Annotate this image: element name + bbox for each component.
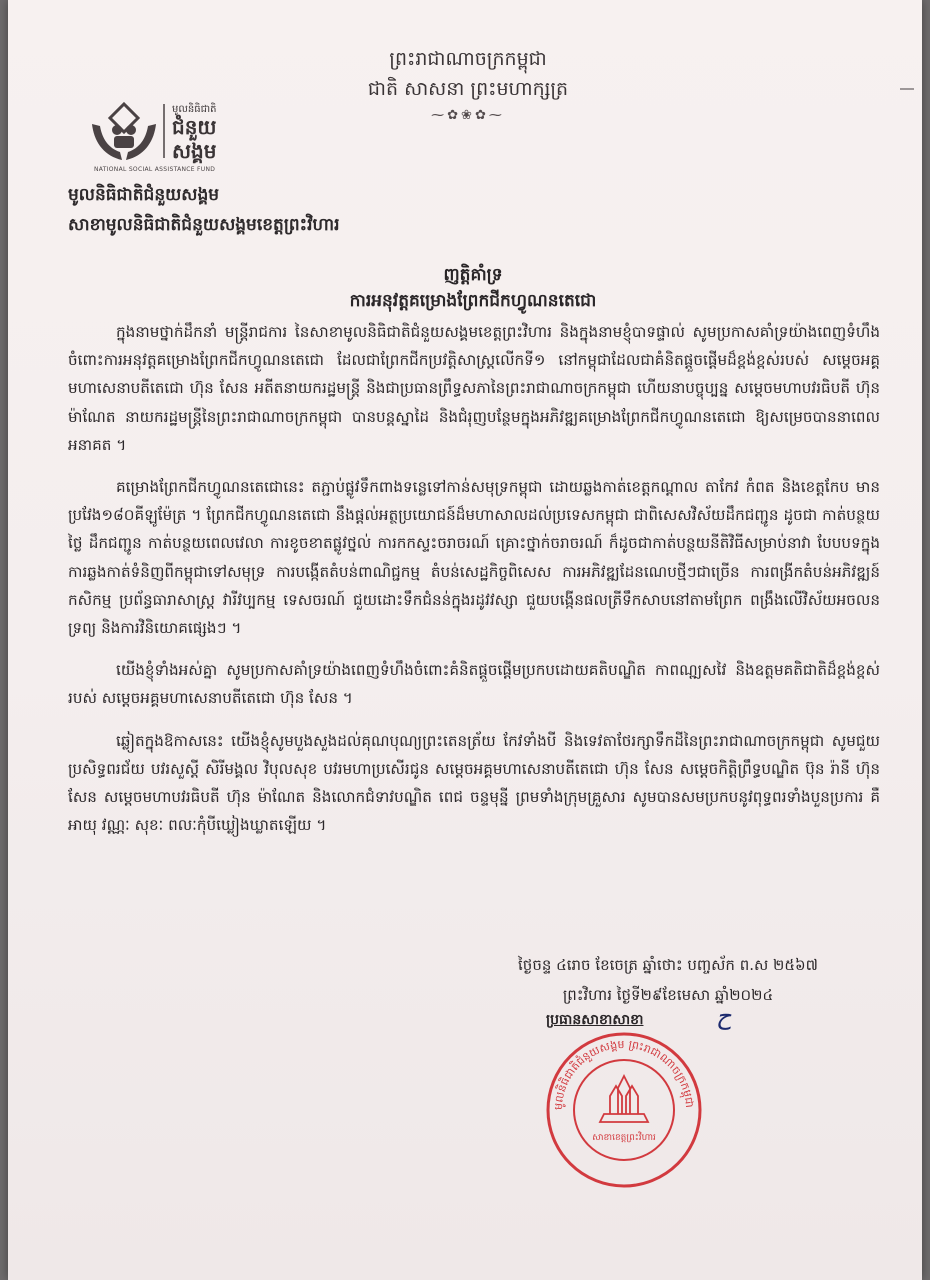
paragraph-4: ឆ្លៀតក្នុងឱកាសនេះ យើងខ្ញុំសូមបួងសួងដល់គុណបុណ្យព្រះតេនត្រ័យ កែវទាំងបី និងទេវតាថែរក្សាទឹកដីនៃព្រះរាជាណាចក្រកម្ពុជា សូមជួយប្រសិទ្ធពរជ័យ បវរសួស្តី សិរីមង្គល វិបុលសុខ បវរមហាប្រសើរជូន សម្តេចអគ្គមហាសេនាបតីតេជោ ហ៊ុន សែន សម្តេចកិត្តិព្រឹទ្ធបណ្ឌិត ប៊ុន រ៉ានី ហ៊ុន សែន សម្តេចមហាបវរធិបតី ហ៊ុន ម៉ាណែត និងលោកជំទាវបណ្ឌិត ពេជ ចន្ទមុន្នី ព្រមទាំងក្រុមគ្រួសារ សូមបានសមប្រកបនូវពុទ្ធពរទាំងបួនប្រការ គឺអាយុ វណ្ណៈ សុខៈ ពលៈកុំបីឃ្លៀងឃ្លាតឡើយ ។ bbox=[68, 731, 880, 835]
document-page bbox=[8, 0, 922, 1280]
logo-kh-line1: មូលនិធិជាតិ bbox=[172, 104, 217, 115]
ornament-divider: ⁓✿❀✿⁓ bbox=[431, 108, 505, 123]
edge-mark bbox=[900, 88, 914, 90]
logo-english-name: NATIONAL SOCIAL ASSISTANCE FUND bbox=[94, 166, 216, 173]
title-line-1: ញត្តិគាំទ្រ bbox=[443, 265, 503, 285]
organization-block bbox=[68, 180, 568, 240]
royal-header bbox=[308, 44, 628, 126]
temple-icon bbox=[600, 1076, 648, 1122]
seal-ring-text: មូលនិធិជាតិជំនួយសង្គម ព្រះរាជាណាចក្រកម្ពុជា bbox=[551, 1037, 697, 1111]
paragraph-3: យើងខ្ញុំទាំងអស់គ្នា សូមប្រកាសគាំទ្រយ៉ាងពេញទំហឹងចំពោះគំនិតផ្តួចផ្តើមប្រកបដោយគតិបណ្ឌិត កាពណ្ឍសវៃ និងឧត្តមគតិជាតិដ៏ខ្ពង់ខ្ពស់របស់ សម្តេចអគ្គមហាសេនាបតីតេជោ ហ៊ុន សែន ។ bbox=[68, 661, 880, 708]
org-branch: សាខាមូលនិធិជាតិជំនួយសង្គមខេត្តព្រះវិហារ bbox=[68, 215, 340, 235]
logo-kh-line3: សង្គម bbox=[172, 139, 217, 163]
seal-inner-text: សាខាខេត្តព្រះវិហារ bbox=[592, 1133, 656, 1143]
signer-title: ប្រធានសាខាសាខា bbox=[546, 1012, 644, 1028]
org-name: មូលនិធិជាតិជំនួយសង្គម bbox=[68, 185, 220, 205]
lunar-date: ថ្ងៃចន្ទ ៤រោច ខែចេត្រ ឆ្នាំថោះ បញ្ចស័ក ព.ស ២៥៦៧ bbox=[518, 956, 818, 974]
logo-kh-line2: ជំនួយ bbox=[172, 115, 217, 139]
paragraph-1: ក្នុងនាមថ្នាក់ដឹកនាំ មន្ត្រីរាជការ នៃសាខាមូលនិធិជាតិជំនួយសង្គមខេត្តព្រះវិហារ និងក្នុងនាមខ្ញុំបាទផ្ទាល់ សូមប្រកាសគាំទ្រយ៉ាងពេញទំហឹង ចំពោះការអនុវត្តគម្រោងព្រែកជីកហ្វូណនតេជោ ដែលជាព្រែកជីកប្រវត្តិសាស្ត្រលើកទី១ នៅកម្ពុជាដែលជាគំនិតផ្តួចផ្តើមដ៏ខ្ពង់ខ្ពស់របស់ សម្តេចអគ្គមហាសេនាបតីតេជោ ហ៊ុន សែន អតីតនាយករដ្ឋមន្ត្រី និងជាប្រធានព្រឹទ្ធសភានៃព្រះរាជាណាចក្រកម្ពុជា ហើយនាបច្ចុប្បន្ន សម្តេចមហាបវរធិបតី ហ៊ុន ម៉ាណែត នាយករដ្ឋមន្ត្រីនៃព្រះរាជាណាចក្រកម្ពុជា បានបន្តស្នាដៃ និងជំរុញបន្ថែមក្នុងអភិវឌ្ឍគម្រោងព្រែកជីកហ្វូណនតេជោ ឱ្យសម្រេចបាននាពេលអនាគត ។ bbox=[68, 323, 880, 454]
nsaf-logo bbox=[86, 96, 256, 166]
document-title bbox=[68, 262, 878, 314]
solar-date: ព្រះវិហារ ថ្ងៃទី២៩ខែមេសា ឆ្នាំ២០២៤ bbox=[562, 986, 774, 1004]
document-body bbox=[68, 318, 880, 853]
signature-mark: ح bbox=[716, 1002, 732, 1030]
official-seal bbox=[544, 1030, 704, 1190]
paragraph-2: គម្រោងព្រែកជីកហ្វូណនតេជោនេះ តភ្ជាប់ផ្លូវទឹកពាងទន្លេទៅកាន់សមុទ្រកម្ពុជា ដោយឆ្លងកាត់ខេត្តកណ្តាល តាកែវ កំពត និងខេត្តកែប មានប្រវែង១៨០គីឡូម៉ែត្រ ។ ព្រែកជីកហ្វូណនតេជោ នឹងផ្តល់អត្ថប្រយោជន៍ដ៏មហាសាលដល់ប្រទេសកម្ពុជា ជាពិសេសវិស័យដឹកជញ្ជូន ដូចជា កាត់បន្ថយថ្លៃ ដឹកជញ្ជូន កាត់បន្ថយពេលវេលា ការខូចខាតផ្លូវថ្នល់ ការកកស្ទះចរាចរណ៍ គ្រោះថ្នាក់ចរាចរណ៍ ក៏ដូចជាកាត់បន្ថយនីតិវិធីសម្រាប់នាវា បែបបទក្នុងការឆ្លងកាត់ទំនិញពីកម្ពុជាទៅសមុទ្រ ការបង្កើតតំបន់ពាណិជ្ជកម្ម តំបន់សេដ្ឋកិច្ចពិសេស ការអភិវឌ្ឍដែនណេបថ្មីៗជាច្រើន ការពង្រីកតំបន់អភិវឌ្ឍន៍កសិកម្ម ប្រព័ន្ធធារាសាស្ត្រ វារីវប្បកម្ម ទេសចរណ៍ ជួយដោះទឹកជំនន់ក្នុងរដូវវស្សា ជួយបង្កើនផលត្រីទឹកសាបនៅតាមព្រែក ពង្រឹងលើវិស័យអចលនទ្រព្យ និងការវិនិយោគផ្សេងៗ ។ bbox=[68, 478, 880, 638]
national-motto: ជាតិ សាសនា ព្រះមហាក្សត្រ bbox=[367, 78, 569, 100]
kingdom-title: ព្រះរាជាណាចក្រកម្ពុជា bbox=[389, 48, 547, 70]
hands-icon bbox=[92, 104, 156, 160]
title-line-2: ការអនុវត្តគម្រោងព្រែកជីកហ្វូណនតេជោ bbox=[349, 291, 597, 311]
date-block bbox=[458, 950, 878, 1010]
